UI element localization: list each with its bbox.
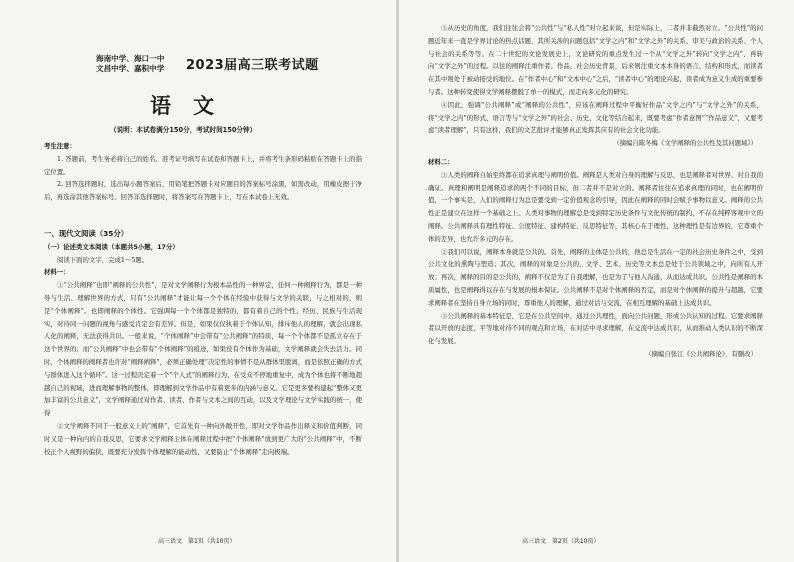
page-footer-right: 高三语文 第2页（共10页） — [522, 538, 600, 545]
reading-instruction: 阅读下面的文字，完成1～5题。 — [57, 255, 149, 264]
material-paragraph: ④因此，强调“公共阐释”或“阐释的公共性”，应该在阐释过程中平衡好作品“文学之内”与“文学之外”的关系，将“文学之内”的形式、语言等与“文学之外”的社会、历史、文化等结合起来，既要考虑“作者意图”“作品意义”，又要考虑“读者理解”，只有这样，我们的文艺批评才能够真正发挥其应有的社会文化功能。 — [428, 100, 763, 135]
material-paragraph: ①人类的阐释自始至终都在追求真理与阐明价值。阐释是人类对自身的理解与反思，也是阐释者对世界、对自我的确证。真理和阐明是阐释追求的两个不同的目标，但二者并不是对立的。阐释者往往在追求真理的同时，也在阐明价值，一个事实是，人们的阐释行为总是要受到一定价值观念的引导，因此在阐释的同时会赋予事物以意义。阐释的公共性正是建立在这样一个基础之上。人类对事物的理解总是受到特定历史条件与文化传统的制约，不存在纯粹客观中立的阐释。公共阐释具有理性特征、公度特征、建构特征、反思特征等，其核心在于理性，这种理性是有边界的，它尊重个体的差异，也允许多元的存在。 — [428, 170, 763, 243]
page-footer-left: 高三语文 第1页（共10页） — [158, 538, 236, 545]
instructions-block — [44, 140, 362, 204]
right-column-block — [428, 22, 763, 361]
source-citation: （摘编自陈冬梅《文学阐释的公共性及其问题域》） — [613, 139, 757, 148]
subject-title: 语文 — [150, 93, 236, 118]
exam-note: （说明：本试卷满分150分，考试时间150分钟） — [110, 126, 257, 134]
material-paragraph: ②文学阐释不同于一般意义上的“阐释”，它首先有一种向外敞开性，即对文学作品作出释义和价值判断，同时又是一种向内的自我反思，它要求文学阐释主体在阐释过程中把“个体阐释”放到更广大的“公共阐释”中，不断校正个人视野的偏狭，既要充分发挥个体理解的能动性，又要防止“个体阐释”走向极端。 — [44, 421, 362, 456]
section1-block — [44, 228, 362, 458]
material-label: 材料二： — [428, 157, 454, 166]
section-heading: 一、现代文阅读（35分） — [44, 229, 129, 238]
school-names — [96, 54, 186, 74]
subsection-heading: （一）论述类文本阅读（本题共5小题，17分） — [44, 242, 179, 251]
instruction-item: 2. 回答选择题时，选出每小题答案后，用铅笔把答题卡对应题目的答案标号涂黑，如需改动，用橡皮擦干净后，再选涂其他答案标号。回答非选择题时，将答案写在答题卡上，写在本试卷上无效。 — [44, 180, 362, 202]
material-paragraph: ③从历史的角度，我们往往会将“公共性”与“私人性”对立起来谈，但是实际上，二者并非截然对立。“公共性”的问题近年来一直是学界讨论的热点话题，其所关涉的问题包括“文学之内”和“文学之外”的关系、审美与政治的关系、个人与社会的关系等等。在二十世纪的文论发展史上，文论研究的重点发生过一个从“文学之外”转向“文学之内”、再转向“文学之外”的过程。以往的阐释注重作者、作品、社会历史背景，后来则注重文本本身的语言、结构和形式，而读者在其中则处于被动接受的地位。在“作者中心”和“文本中心”之后，“读者中心”的理论兴起，读者成为意义生成的重要参与者。这种转变使得文学阐释摆脱了单一的模式，而走向多元化的研究。 — [428, 24, 763, 96]
source-citation: （摘编自张江《公共阐释论》，有删改） — [645, 349, 757, 358]
exam-title: 2023届高三联考试题 — [186, 58, 319, 73]
material-paragraph: ①“公共阐释”也即“阐释的公共性”，是对文学阐释行为根本品性的一种界定，任何一种阐释行为，都是一种导与生活、理解世界的方式，只有“公共阐释”才能让每一个个体在经验中获得与文学的关联，与之相对的，则是“个体阐释”。也即阐释的个体性。它强调每一个个体都是独特的，都有着自己的个性、经历、民族与生活现实，对待同一问题的视角与感受肯定会有差异。但是，如果仅仅执着于个体认知，排斥他人的理解，就会出现私人化的阐释，无法获得共识。一般来说，“个体阐释”中会带有“公共阐释”的特质，每一个个体都不是孤立存在于这个世界的；而“公共阐释”中也会带有“个体阐释”的痕迹，如果没有个体作为基础，文学阐释就会失去活力。同时，个体阐释的阐释者也许对“阐释阐释”，必须正确处理“决定性的事情不是从群体里脱离，而是依照正确的方式与群体进入这个循环”。这一过程决定着一个“个人式”的阐释行为，在受众不停地重复中，成为个体也将不断地超越自己的视域，进而理解事物的整体，即理解到文学作品中有着更多的内涵与意义。它是更多要构建起“整体又更加丰富的公共意义”，文学阐释通过对作者、读者、作者与文本之间的互动，以及文学理论与文学实践的统一，使得 — [44, 281, 362, 418]
instruction-item: 1. 答题前，考生务必将自己的姓名、准考证号填写在试卷和答题卡上，并将考生条形码粘贴在答题卡上的指定位置。 — [44, 154, 362, 176]
material-paragraph: ②我们可以说，阐释本身就是公共的。首先，阐释的主体是公共的，他总是生活在一定的社会历史条件之中，受到公共文化的熏陶与塑造；其次，阐释的对象是公共的，文学、艺术、历史等文本总是处于公共领域之中，向所有人开放；再次，阐释的目的是公共的，阐释不仅是为了自我理解，也是为了与他人沟通，从而达成共识。公共性是阐释的本质属性，也是阐释得以存在与发展的根本保证。公共阐释不是对个体阐释的否定，而是对个体阐释的提升与超越，它要求阐释者在坚持自身立场的同时，尊重他人的理解，通过对话与交流，在相互理解的基础上达成共识。 — [428, 247, 763, 307]
instructions-heading: 考生注意： — [44, 142, 76, 150]
material-label: 材料一： — [44, 268, 70, 277]
school-line: 文昌中学、嘉积中学 — [96, 64, 165, 73]
material-paragraph: ③公共阐释的基本特征是，它是在公共空间中，通过公共理性，面向公共问题，形成公共认知的过程。它要求阐释者以开放的态度，平等地对待不同的观点和立场，在对话中寻求理解，在交流中达成共识，从而推动人类认识的不断深化与发展。 — [428, 311, 763, 346]
school-line: 海南中学、海口一中 — [96, 54, 165, 63]
page-right — [398, 0, 794, 562]
